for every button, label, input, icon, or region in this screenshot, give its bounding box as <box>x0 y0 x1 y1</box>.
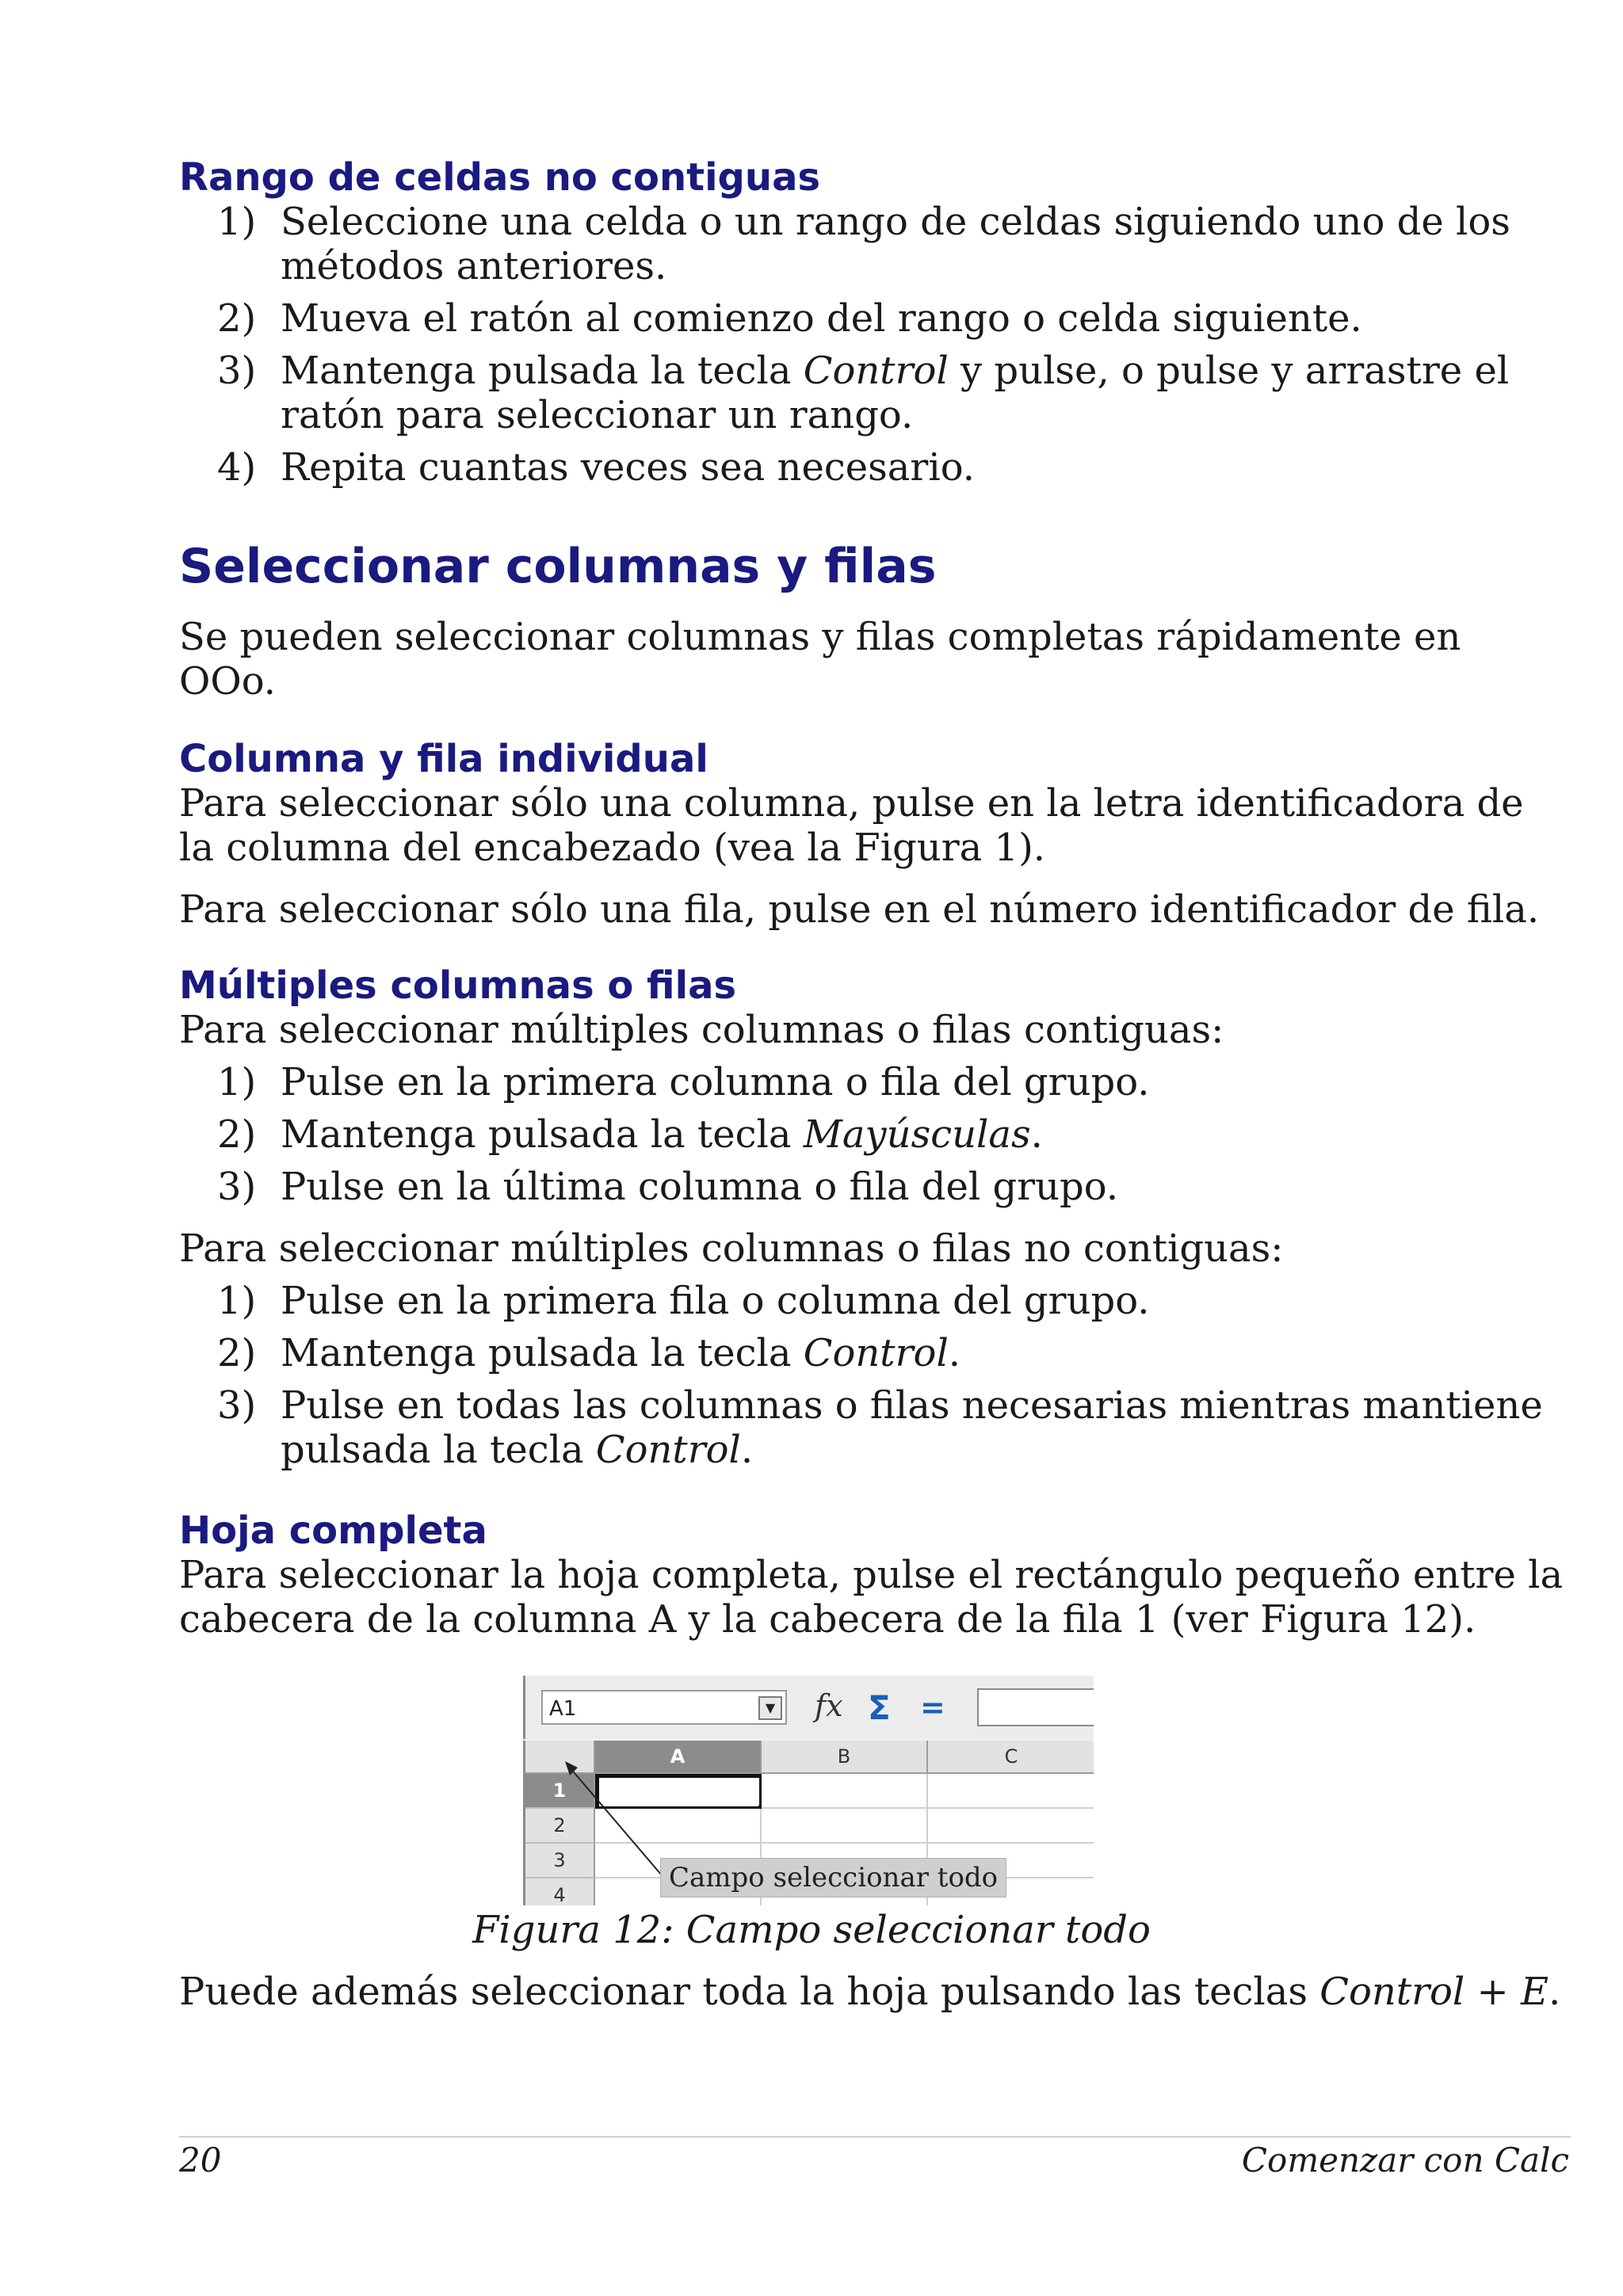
figure-select-all-screenshot <box>523 1676 1094 1905</box>
text-line: Para seleccionar la hoja completa, pulse el rectángulo pequeño entre la <box>179 1553 1564 1597</box>
text-run: pulsada la tecla <box>281 1428 596 1472</box>
list-item <box>217 1165 1580 1209</box>
sigma-icon[interactable]: Σ <box>868 1688 891 1727</box>
formula-input[interactable] <box>977 1688 1094 1726</box>
text-run: Mantenga pulsada la tecla <box>281 1112 804 1157</box>
list-number: 3) <box>217 1165 257 1209</box>
heading-columna-fila-individual: Columna y fila individual <box>179 737 708 781</box>
text-line: OOo. <box>179 659 277 704</box>
list-text: métodos anteriores. <box>281 244 667 288</box>
list-text: ratón para seleccionar un rango. <box>281 393 914 437</box>
list-text: Pulse en la última columna o fila del grupo. <box>281 1165 1119 1209</box>
text-run: . <box>1549 1970 1561 2014</box>
list-text: Pulse en todas las columnas o filas necesarias mientras mantiene <box>281 1383 1543 1428</box>
name-box[interactable] <box>541 1690 787 1725</box>
list-item <box>217 1331 1580 1375</box>
list-text <box>281 1331 1580 1375</box>
column-header-c[interactable]: C <box>928 1741 1094 1774</box>
paragraph <box>179 615 1574 704</box>
text-line: la columna del encabezado (vea la Figura 1). <box>179 826 1046 870</box>
text-run: Mantenga pulsada la tecla <box>281 349 804 393</box>
text-run: Puede además seleccionar toda la hoja pulsando las teclas <box>179 1970 1320 2014</box>
paragraph <box>179 1970 1574 2014</box>
list-text: Pulse en la primera columna o fila del grupo. <box>281 1060 1150 1104</box>
text-line: Se pueden seleccionar columnas y filas completas rápidamente en <box>179 615 1461 659</box>
chevron-down-icon[interactable]: ▼ <box>758 1696 782 1720</box>
paragraph <box>179 781 1574 870</box>
heading-multiples-columnas-filas: Múltiples columnas o filas <box>179 963 737 1008</box>
list-number: 1) <box>217 1060 257 1104</box>
heading-hoja-completa: Hoja completa <box>179 1508 487 1553</box>
tooltip-select-all: Campo seleccionar todo <box>660 1858 1006 1897</box>
heading-rango-celdas-no-contiguas: Rango de celdas no contiguas <box>179 155 821 200</box>
list-item <box>217 296 1580 341</box>
list-item <box>217 1279 1580 1323</box>
row-header-4[interactable]: 4 <box>525 1878 595 1905</box>
text-line: Para seleccionar sólo una columna, pulse en la letra identificadora de <box>179 781 1524 826</box>
list-number: 2) <box>217 296 257 341</box>
footer-divider <box>179 2136 1571 2138</box>
list-text: Repita cuantas veces sea necesario. <box>281 445 975 490</box>
row-header-2[interactable]: 2 <box>525 1809 595 1844</box>
text-run: Mantenga pulsada la tecla <box>281 1331 804 1375</box>
emphasis: Control + E <box>1319 1970 1549 2014</box>
text-line: cabecera de la columna A y la cabecera de la fila 1 (ver Figura 12). <box>179 1597 1476 1642</box>
emphasis: Control <box>803 1331 949 1375</box>
list-number: 2) <box>217 1112 257 1157</box>
row-header-3[interactable]: 3 <box>525 1844 595 1878</box>
list-text: Seleccione una celda o un rango de celdas siguiendo uno de los <box>281 200 1510 244</box>
list-item <box>217 1060 1580 1104</box>
list-text <box>281 349 1580 393</box>
text-run: y pulse, o pulse y arrastre el <box>948 349 1510 393</box>
formula-toolbar <box>523 1676 1094 1739</box>
list-item <box>217 445 1580 490</box>
list-text: Mueva el ratón al comienzo del rango o celda siguiente. <box>281 296 1362 341</box>
fx-icon[interactable]: fx <box>815 1688 843 1723</box>
emphasis: Control <box>803 349 949 393</box>
text-run: . <box>740 1428 754 1472</box>
list-number: 1) <box>217 1279 257 1323</box>
row-header-1[interactable]: 1 <box>525 1774 595 1809</box>
list-item <box>217 1383 1580 1472</box>
list-text: Pulse en la primera fila o columna del grupo. <box>281 1279 1150 1323</box>
page-number: 20 <box>179 2141 222 2180</box>
paragraph: Para seleccionar múltiples columnas o filas no contiguas: <box>179 1226 1284 1271</box>
emphasis: Mayúsculas <box>803 1112 1031 1157</box>
list-number: 3) <box>217 349 257 393</box>
equals-icon[interactable]: = <box>920 1690 945 1725</box>
paragraph <box>179 1553 1574 1642</box>
paragraph: Para seleccionar múltiples columnas o filas contiguas: <box>179 1008 1224 1052</box>
figure-caption: Figura 12: Campo seleccionar todo <box>472 1908 1151 1952</box>
column-header-a[interactable]: A <box>595 1741 762 1774</box>
text-run: . <box>1030 1112 1043 1157</box>
list-number: 1) <box>217 200 257 244</box>
emphasis: Control <box>595 1428 741 1472</box>
list-number: 4) <box>217 445 257 490</box>
list-text <box>281 1428 1580 1472</box>
heading-seleccionar-columnas-filas: Seleccionar columnas y filas <box>179 539 937 594</box>
name-box-value: A1 <box>549 1697 577 1721</box>
list-text <box>281 1112 1580 1157</box>
paragraph: Para seleccionar sólo una fila, pulse en el número identificador de fila. <box>179 887 1540 932</box>
text-run: . <box>948 1331 961 1375</box>
list-number: 3) <box>217 1383 257 1428</box>
spreadsheet-grid <box>523 1741 1094 1905</box>
list-item <box>217 349 1580 437</box>
list-item <box>217 200 1580 288</box>
list-item <box>217 1112 1580 1157</box>
list-number: 2) <box>217 1331 257 1375</box>
footer-title: Comenzar con Calc <box>1241 2141 1569 2180</box>
column-header-b[interactable]: B <box>762 1741 928 1774</box>
